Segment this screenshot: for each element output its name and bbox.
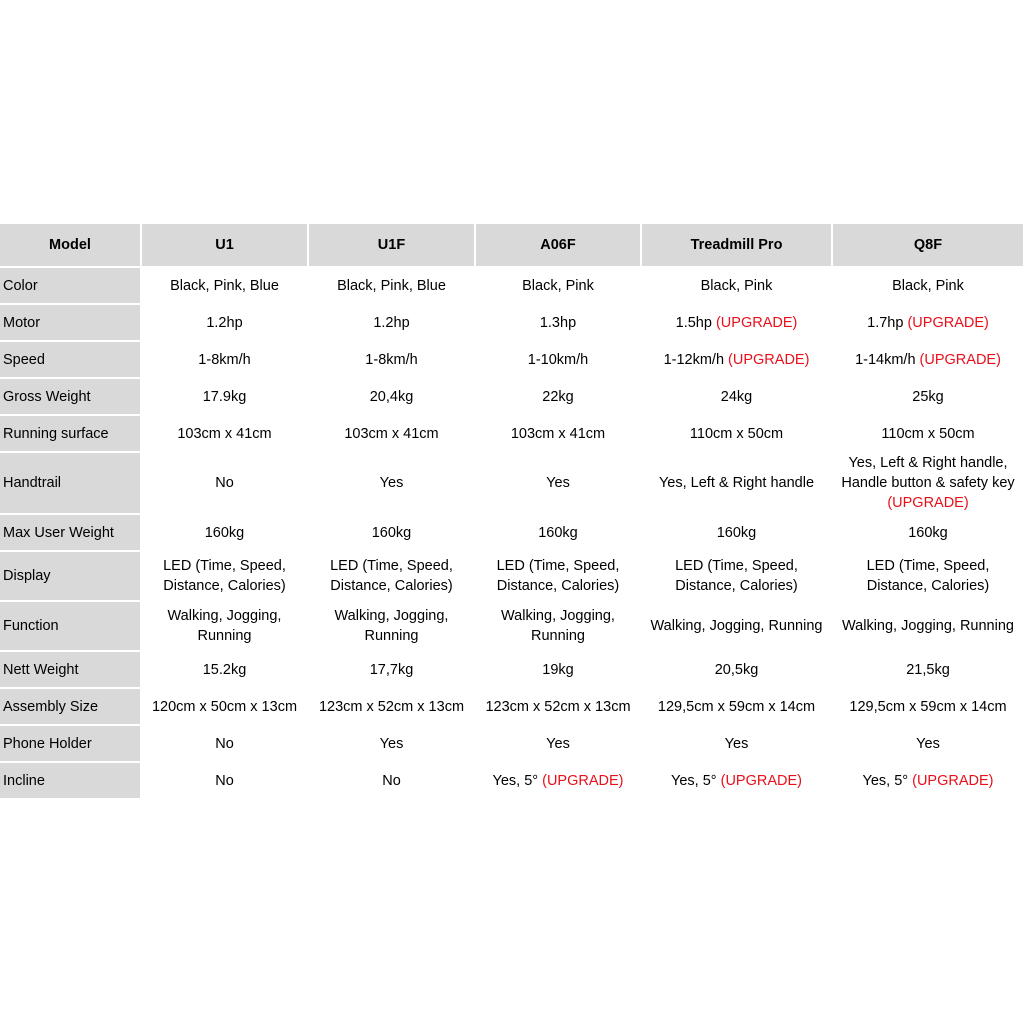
cell-text: 20,5kg: [714, 661, 759, 678]
table-cell: [641, 688, 832, 725]
table-cell: [308, 415, 475, 452]
cell-text: 103cm x 41cm: [344, 425, 439, 442]
table-row: [0, 651, 1024, 688]
table-cell: [641, 725, 832, 762]
cell-text: Yes, Left & Right handle: [658, 475, 815, 491]
row-label: Color: [0, 267, 141, 304]
table-cell: [475, 415, 641, 452]
cell-text: 24kg: [720, 388, 753, 405]
cell-text: 1-10km/h: [527, 351, 589, 368]
table-cell: [475, 452, 641, 514]
table-cell: [141, 452, 308, 514]
cell-text: Yes: [379, 475, 404, 491]
spec-comparison-table: [0, 224, 1024, 800]
table-cell: [475, 341, 641, 378]
cell-text: 1-12km/h: [663, 351, 729, 368]
cell-text: No: [215, 735, 234, 752]
cell-text: 1-8km/h: [365, 351, 418, 368]
cell-text: 123cm x 52cm x 13cm: [485, 698, 631, 715]
cell-text: Handle button & safety key: [841, 475, 1015, 491]
table-cell: [832, 651, 1024, 688]
table-cell: [641, 551, 832, 601]
table-cell: [832, 341, 1024, 378]
table-row: [0, 725, 1024, 762]
cell-text: 160kg: [204, 524, 245, 541]
table-cell: [832, 551, 1024, 601]
cell-text: Distance, Calories): [675, 578, 798, 594]
table-cell: [641, 304, 832, 341]
cell-text: Yes, 5°: [671, 772, 721, 789]
table-row: [0, 688, 1024, 725]
table-cell: [308, 551, 475, 601]
model-header-a06f: A06F: [475, 224, 641, 267]
table-cell: [475, 725, 641, 762]
table-cell: [141, 304, 308, 341]
table-cell: [832, 378, 1024, 415]
row-label: Speed: [0, 341, 141, 378]
cell-text: No: [215, 475, 234, 491]
table-cell: [308, 378, 475, 415]
cell-text: Black, Pink, Blue: [337, 277, 446, 294]
cell-text: 1.7hp: [867, 314, 908, 331]
table-cell: [641, 514, 832, 551]
row-label: Incline: [0, 762, 141, 799]
table-cell: [832, 688, 1024, 725]
cell-text: 1-8km/h: [198, 351, 251, 368]
cell-text: 129,5cm x 59cm x 14cm: [657, 698, 816, 715]
table-cell: [641, 415, 832, 452]
cell-text: Yes, 5°: [492, 772, 543, 789]
upgrade-tag: (UPGRADE): [907, 314, 989, 331]
table-cell: [141, 725, 308, 762]
cell-text: Distance, Calories): [866, 578, 990, 594]
table-cell: [141, 415, 308, 452]
model-header-u1: U1: [141, 224, 308, 267]
cell-text: Yes, Left & Right handle,: [848, 455, 1008, 471]
table-row: [0, 415, 1024, 452]
table-cell: [308, 304, 475, 341]
row-label: Handtrail: [0, 452, 141, 514]
cell-text: 129,5cm x 59cm x 14cm: [849, 698, 1007, 715]
table-cell: [641, 378, 832, 415]
cell-text: Distance, Calories): [163, 578, 286, 594]
cell-text: 103cm x 41cm: [177, 425, 272, 442]
cell-text: 1-14km/h: [855, 351, 920, 368]
table-row: [0, 452, 1024, 514]
cell-text: Yes: [546, 735, 570, 752]
table-cell: [832, 304, 1024, 341]
upgrade-tag: (UPGRADE): [720, 772, 802, 789]
cell-text: 160kg: [538, 524, 578, 541]
table-cell: [641, 651, 832, 688]
row-label: Display: [0, 551, 141, 601]
table-cell: [308, 762, 475, 799]
cell-text: 110cm x 50cm: [689, 425, 784, 442]
cell-text: 1.3hp: [539, 314, 577, 331]
cell-text: 21,5kg: [906, 661, 950, 678]
cell-text: Walking, Jogging, Running: [650, 618, 823, 634]
table-cell: [141, 514, 308, 551]
cell-text: 19kg: [542, 661, 574, 678]
cell-text: 160kg: [371, 524, 412, 541]
row-label: Phone Holder: [0, 725, 141, 762]
cell-text: Yes, 5°: [862, 772, 913, 789]
cell-text: Walking, Jogging,: [334, 608, 449, 624]
table-cell: [141, 341, 308, 378]
cell-text: Walking, Jogging,: [501, 608, 615, 624]
cell-text: No: [382, 772, 401, 789]
cell-text: LED (Time, Speed,: [496, 558, 620, 574]
upgrade-tag: (UPGRADE): [887, 495, 969, 511]
cell-text: Walking, Jogging,: [167, 608, 282, 624]
table-cell: [308, 601, 475, 651]
row-label: Nett Weight: [0, 651, 141, 688]
cell-text: 103cm x 41cm: [510, 425, 606, 442]
row-label: Function: [0, 601, 141, 651]
upgrade-tag: (UPGRADE): [912, 772, 994, 789]
cell-text: Yes: [546, 475, 570, 491]
table-cell: [475, 688, 641, 725]
upgrade-tag: (UPGRADE): [542, 772, 624, 789]
table-cell: [141, 601, 308, 651]
table-cell: [475, 514, 641, 551]
table-row: [0, 601, 1024, 651]
table-cell: [475, 651, 641, 688]
table-cell: [141, 378, 308, 415]
cell-text: 20,4kg: [369, 388, 414, 405]
row-label: Motor: [0, 304, 141, 341]
table-row: [0, 514, 1024, 551]
cell-text: Running: [197, 628, 252, 644]
model-header-q8f: Q8F: [832, 224, 1024, 267]
table-row: [0, 304, 1024, 341]
table-cell: [475, 304, 641, 341]
table-cell: [141, 688, 308, 725]
table-cell: [308, 514, 475, 551]
cell-text: LED (Time, Speed,: [866, 558, 990, 574]
table-cell: [641, 452, 832, 514]
table-cell: [641, 762, 832, 799]
table-cell: [308, 452, 475, 514]
table-cell: [308, 341, 475, 378]
cell-text: 1.2hp: [373, 314, 410, 331]
table-cell: [308, 651, 475, 688]
cell-text: Distance, Calories): [330, 578, 453, 594]
table-row: [0, 551, 1024, 601]
table-cell: [832, 762, 1024, 799]
upgrade-tag: (UPGRADE): [919, 351, 1001, 368]
header-row: [0, 224, 1024, 267]
cell-text: Walking, Jogging, Running: [842, 618, 1014, 634]
cell-text: Yes: [379, 735, 404, 752]
table-cell: [141, 267, 308, 304]
table-cell: [832, 452, 1024, 514]
cell-text: 123cm x 52cm x 13cm: [318, 698, 465, 715]
table-row: [0, 762, 1024, 799]
cell-text: LED (Time, Speed,: [163, 558, 286, 574]
cell-text: 17.9kg: [202, 388, 247, 405]
model-header-u1f: U1F: [308, 224, 475, 267]
table-cell: [832, 415, 1024, 452]
cell-text: No: [215, 772, 234, 789]
cell-text: LED (Time, Speed,: [330, 558, 453, 574]
row-label: Running surface: [0, 415, 141, 452]
upgrade-tag: (UPGRADE): [715, 314, 798, 331]
table-cell: [832, 725, 1024, 762]
table-cell: [475, 551, 641, 601]
cell-text: Running: [364, 628, 419, 644]
table-cell: [641, 267, 832, 304]
table-cell: [308, 688, 475, 725]
table-cell: [475, 267, 641, 304]
table-cell: [832, 514, 1024, 551]
table-cell: [475, 762, 641, 799]
table-cell: [475, 378, 641, 415]
cell-text: Running: [530, 628, 585, 644]
model-header-treadmill-pro: Treadmill Pro: [641, 224, 832, 267]
cell-text: 15.2kg: [202, 661, 247, 678]
cell-text: 160kg: [908, 524, 948, 541]
table-cell: [475, 601, 641, 651]
table-cell: [308, 267, 475, 304]
cell-text: 160kg: [716, 524, 757, 541]
cell-text: 17,7kg: [369, 661, 414, 678]
cell-text: Yes: [724, 735, 749, 752]
table-cell: [641, 601, 832, 651]
cell-text: Distance, Calories): [496, 578, 620, 594]
cell-text: 22kg: [542, 388, 574, 405]
row-label: Assembly Size: [0, 688, 141, 725]
cell-text: Black, Pink: [892, 277, 964, 294]
table-cell: [141, 551, 308, 601]
table-cell: [141, 651, 308, 688]
upgrade-tag: (UPGRADE): [728, 351, 810, 368]
cell-text: 120cm x 50cm x 13cm: [151, 698, 298, 715]
table-row: [0, 267, 1024, 304]
cell-text: 110cm x 50cm: [881, 425, 975, 442]
table-row: [0, 341, 1024, 378]
cell-text: LED (Time, Speed,: [675, 558, 798, 574]
row-label: Max User Weight: [0, 514, 141, 551]
cell-text: 1.2hp: [206, 314, 243, 331]
cell-text: 25kg: [912, 388, 944, 405]
table-cell: [308, 725, 475, 762]
table-cell: [141, 762, 308, 799]
cell-text: Black, Pink: [700, 277, 773, 294]
table-cell: [832, 267, 1024, 304]
table-cell: [832, 601, 1024, 651]
header-model-label: Model: [0, 224, 141, 267]
cell-text: Black, Pink, Blue: [170, 277, 279, 294]
cell-text: 1.5hp: [675, 314, 716, 331]
table-row: [0, 378, 1024, 415]
row-label: Gross Weight: [0, 378, 141, 415]
table-cell: [641, 341, 832, 378]
cell-text: Yes: [916, 735, 940, 752]
cell-text: Black, Pink: [522, 277, 594, 294]
